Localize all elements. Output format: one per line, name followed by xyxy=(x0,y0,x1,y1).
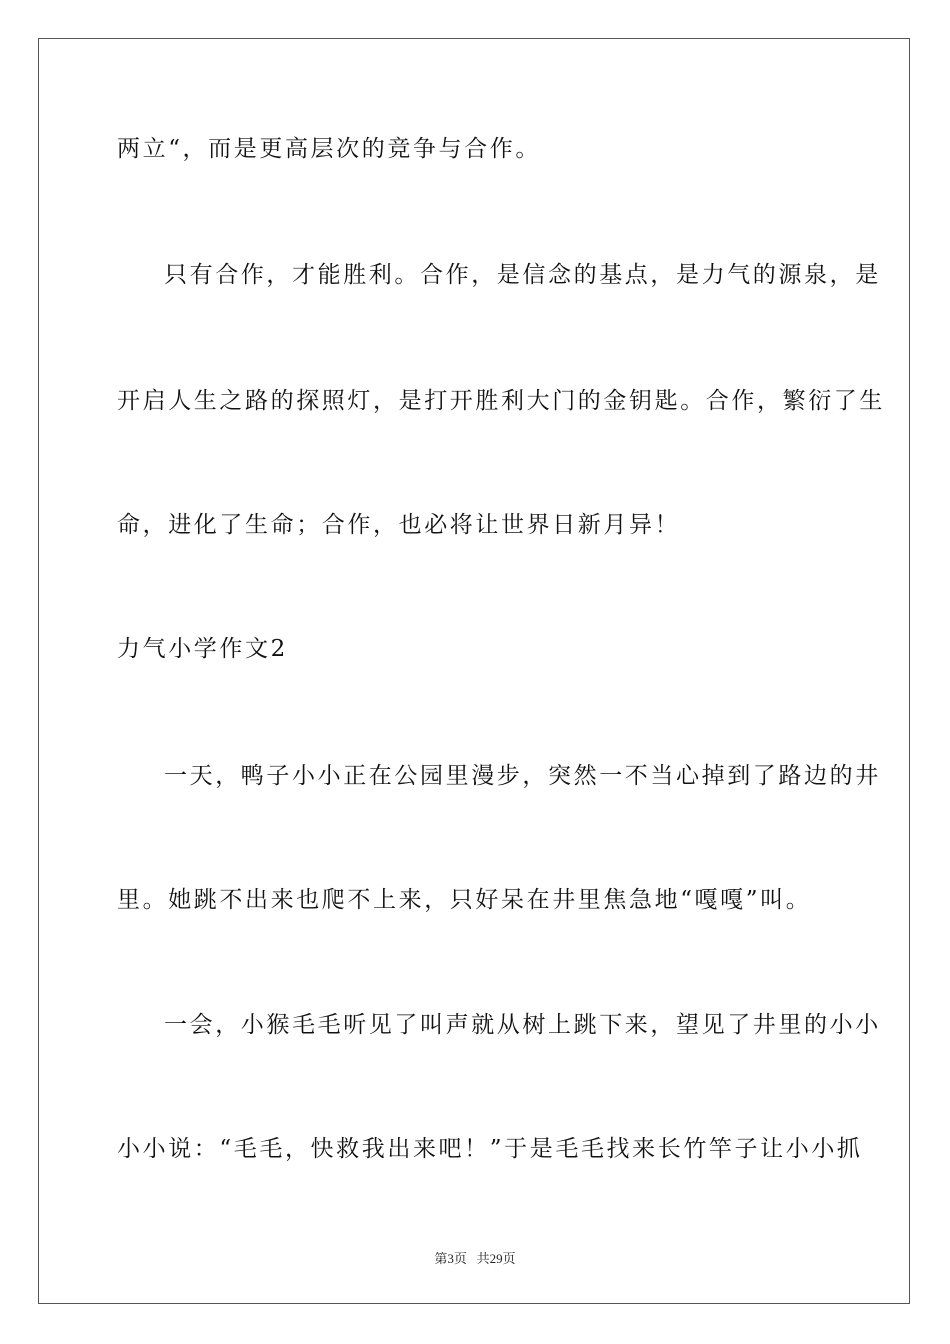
paragraph-start: 只有合作，才能胜利。合作，是信念的基点，是力气的源泉，是 xyxy=(164,262,881,288)
text-line: 开启人生之路的探照灯，是打开胜利大门的金钥匙。合作，繁衍了生 xyxy=(117,388,885,414)
paragraph-start: 一天，鸭子小小正在公园里漫步，突然一不当心掉到了路边的井 xyxy=(164,763,881,789)
text-line: 小小说：“毛毛，快救我出来吧！”于是毛毛找来长竹竿子让小小抓 xyxy=(117,1136,863,1162)
text-line: 里。她跳不出来也爬不上来，只好呆在井里焦急地“嘎嘎”叫。 xyxy=(117,887,812,913)
page-border xyxy=(38,38,910,1304)
page-number: 第3页 xyxy=(434,1251,467,1266)
text-line: 命，进化了生命；合作，也必将让世界日新月异！ xyxy=(117,512,681,538)
page-total: 共29页 xyxy=(476,1251,516,1266)
section-heading: 力气小学作文2 xyxy=(117,636,288,662)
paragraph-start: 一会，小猴毛毛听见了叫声就从树上跳下来，望见了井里的小小 xyxy=(164,1012,881,1038)
page-footer xyxy=(0,1248,950,1267)
text-line: 两立“，而是更高层次的竞争与合作。 xyxy=(117,136,541,162)
